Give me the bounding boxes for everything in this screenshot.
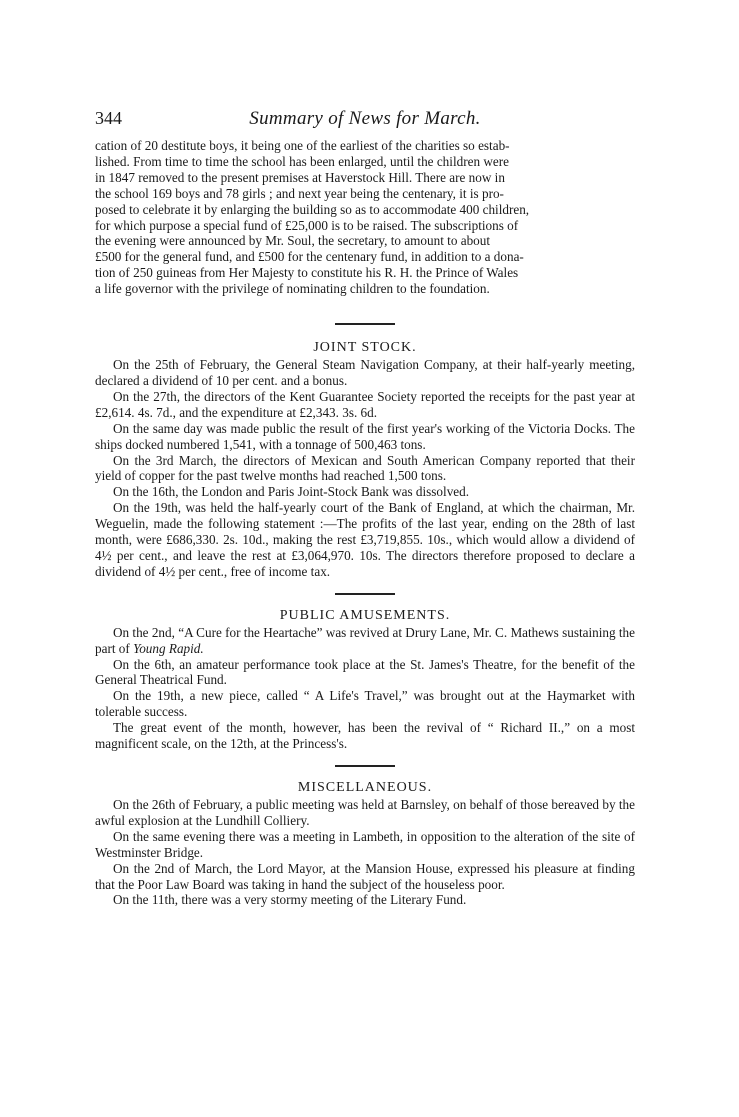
miscellaneous-paragraph: On the 2nd of March, the Lord Mayor, at the Mansion House, expressed his pleasure at finding that the Poor Law Board was taking in hand the subject of the houseless poor. <box>95 860 635 892</box>
intro-line: tion of 250 guineas from Her Majesty to constitute his R. H. the Prince of Wales <box>95 265 519 281</box>
joint-stock-paragraph: On the 16th, the London and Paris Joint-Stock Bank was dissolved. <box>113 484 470 500</box>
paragraph-text: On the 2nd, “A Cure for the Heartache” was revived at Drury Lane, Mr. C. Mathews sustaining the part of <box>95 624 635 656</box>
miscellaneous-paragraph: On the same evening there was a meeting in Lambeth, in opposition to the alteration of the site of Westminster Bridge. <box>95 828 635 860</box>
intro-line: the school 169 boys and 78 girls ; and next year being the centenary, it is pro- <box>95 185 504 201</box>
running-head <box>95 108 635 138</box>
intro-line: lished. From time to time the school has been enlarged, until the children were <box>95 153 509 169</box>
section-divider <box>335 765 395 767</box>
section-divider <box>335 593 395 595</box>
section-joint-stock <box>95 339 635 580</box>
section-title-miscellaneous: MISCELLANEOUS. <box>297 780 433 795</box>
intro-line: £500 for the general fund, and £500 for the centenary fund, in addition to a dona- <box>95 249 524 265</box>
section-divider <box>335 323 395 325</box>
intro-line: the evening were announced by Mr. Soul, the secretary, to amount to about <box>95 233 491 249</box>
italic-role-name: Young Rapid. <box>133 640 204 656</box>
miscellaneous-paragraph: On the 26th of February, a public meeting was held at Barnsley, on behalf of those bereaved by the awful explosion at the Lundhill Colliery. <box>95 797 635 828</box>
public-amusements-paragraph: On the 6th, an amateur performance took place at the St. James's Theatre, for the benefit of the General Theatrical Fund. <box>95 656 635 688</box>
page <box>95 108 635 908</box>
intro-line: a life governor with the privilege of nominating children to the foundation. <box>95 281 490 297</box>
joint-stock-paragraph: On the 3rd March, the directors of Mexican and South American Company reported that their yield of copper for the past twelve months had reached 1,500 tons. <box>95 452 635 484</box>
public-amusements-paragraph: The great event of the month, however, has been the revival of “ Richard II.,” on a most magnificent scale, on the 12th, at the Princess's. <box>95 720 635 752</box>
section-miscellaneous <box>95 779 635 908</box>
running-title: Summary of News for March. <box>249 108 481 129</box>
page-number: 344 <box>95 108 122 128</box>
miscellaneous-paragraph: On the 11th, there was a very stormy meeting of the Literary Fund. <box>113 892 467 908</box>
intro-line: posed to celebrate it by enlarging the building so as to accommodate 400 children, <box>95 201 530 217</box>
intro-line: for which purpose a special fund of £25,000 is to be raised. The subscriptions of <box>95 217 519 233</box>
intro-line: cation of 20 destitute boys, it being one of the earliest of the charities so estab- <box>95 138 510 153</box>
intro-line: in 1847 removed to the present premises at Haverstock Hill. There are now in <box>95 169 505 185</box>
joint-stock-paragraph: On the 25th of February, the General Steam Navigation Company, at their half-yearly meeting, declared a dividend of 10 per cent. and a bonus. <box>95 357 635 388</box>
public-amusements-paragraph: On the 19th, a new piece, called “ A Life's Travel,” was brought out at the Haymarket with tolerable success. <box>95 688 635 720</box>
public-amusements-paragraph <box>95 625 635 657</box>
section-public-amusements <box>95 607 635 752</box>
intro-paragraph <box>95 138 635 297</box>
section-title-public-amusements: PUBLIC AMUSEMENTS. <box>279 607 451 623</box>
joint-stock-paragraph: On the same day was made public the result of the first year's working of the Victoria Docks. The ships docked numbered 1,541, with a tonnage of 500,463 tons. <box>95 420 635 452</box>
section-title-joint-stock: JOINT STOCK. <box>313 340 417 356</box>
joint-stock-paragraph: On the 19th, was held the half-yearly court of the Bank of England, at which the chairman, Mr. Weguelin, made the following statement :—The profits of the last year, ending on the 28th of last month, were £686,330. 2s. 10d., making the rest £3,719,855. 10s., which would allow a dividend of 4½ per cent., and leave the rest at £3,064,970. 10s. The directors therefore proposed to declare a dividend of 4½ per cent., free of income tax. <box>95 500 635 579</box>
joint-stock-paragraph: On the 27th, the directors of the Kent Guarantee Society reported the receipts for the past year at £2,614. 4s. 7d., and the expenditure at £2,343. 3s. 6d. <box>95 388 635 420</box>
